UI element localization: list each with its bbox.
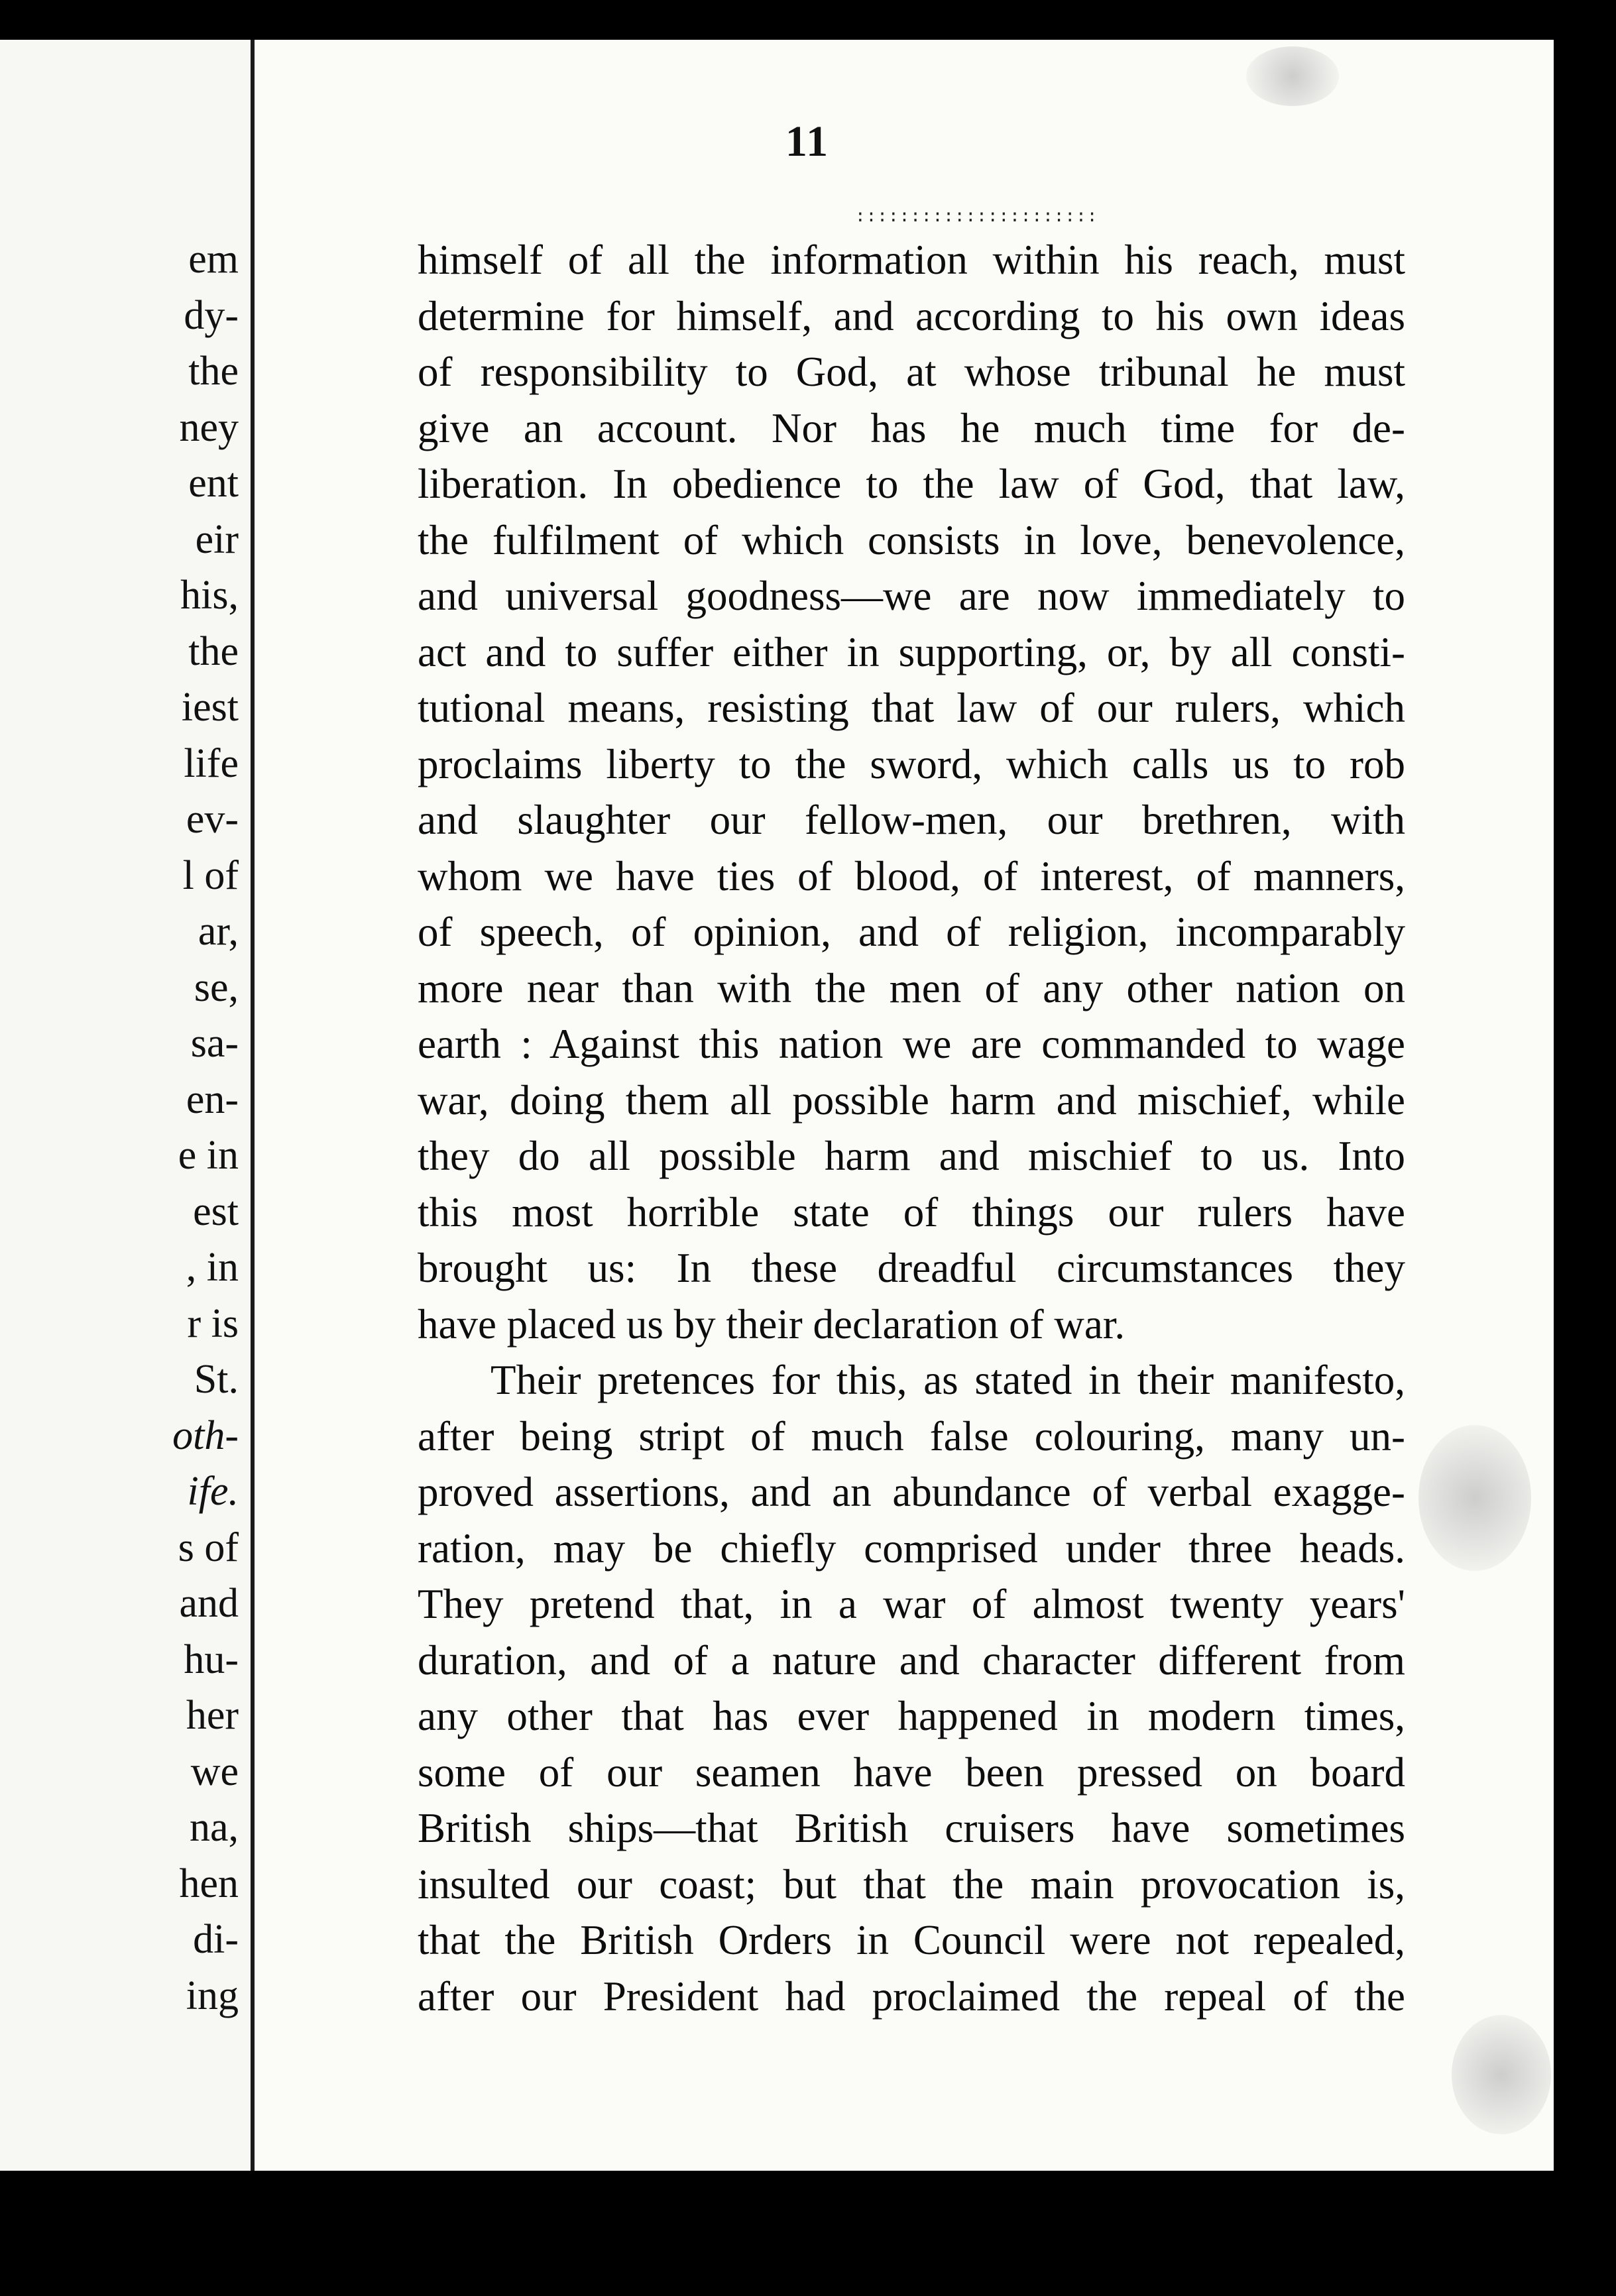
text-line: this most horrible state of things our rulers have (418, 1188, 1405, 1235)
text-line: any other that has ever happened in modern times, (418, 1693, 1405, 1739)
text-line: some of our seamen have been pressed on board (418, 1749, 1405, 1796)
facing-page-text: hu- (184, 1636, 239, 1682)
facing-page-text: e in (178, 1133, 239, 1178)
facing-page-text: r is (187, 1300, 239, 1346)
facing-page-text: en- (186, 1076, 239, 1122)
body-text (418, 232, 1405, 2024)
text-line: insulted our coast; but that the main provocation is, (418, 1861, 1405, 1908)
facing-page-text: dy- (184, 292, 239, 338)
text-line: proclaims liberty to the sword, which calls us to rob (418, 740, 1405, 787)
facing-page-text: we (190, 1749, 239, 1794)
text-line: whom we have ties of blood, of interest, of manners, (418, 852, 1405, 899)
facing-page-text: iest (181, 685, 239, 730)
text-line: more near than with the men of any other nation on (418, 964, 1405, 1011)
text-line: and slaughter our fellow-men, our brethren, with (418, 797, 1405, 843)
page-smudge (1418, 1425, 1531, 1571)
text-line: and universal goodness—we are now immediately to (418, 573, 1405, 619)
text-line: that the British Orders in Council were not repealed, (418, 1917, 1405, 1963)
text-line: act and to suffer either in supporting, or, by all consti- (418, 628, 1405, 675)
text-line: they do all possible harm and mischief to us. Into (418, 1133, 1405, 1179)
facing-page-text: his, (180, 573, 239, 618)
facing-page-text: s of (178, 1524, 239, 1570)
facing-page-text: ney (179, 404, 239, 450)
facing-page-text: ar, (198, 909, 239, 954)
facing-page-text: ev- (186, 797, 239, 842)
text-line: after being stript of much false colouring, many un- (418, 1412, 1405, 1460)
text-line: determine for himself, and according to his own ideas (418, 292, 1405, 339)
facing-page-text: di- (193, 1917, 239, 1962)
text-line: tutional means, resisting that law of our rulers, which (418, 685, 1405, 731)
text-line: earth : Against this nation we are commanded to wage (418, 1021, 1405, 1067)
text-line: brought us: In these dreadful circumstances they (418, 1245, 1405, 1291)
facing-page-text: her (186, 1693, 239, 1738)
text-line: duration, and of a nature and character different from (418, 1636, 1405, 1684)
text-line: war, doing them all possible harm and mischief, while (418, 1076, 1405, 1123)
facing-page-text: ing (186, 1973, 239, 2018)
text-line: give an account. Nor has he much time for de- (418, 404, 1405, 451)
header-ornament: :::::::::::::::::::::: (855, 206, 1098, 226)
facing-page-text: sa- (190, 1021, 239, 1066)
facing-page-text: ent (188, 461, 239, 506)
facing-page-text: se, (194, 964, 239, 1010)
facing-page-text: the (188, 349, 239, 394)
text-line: ration, may be chiefly comprised under three heads. (418, 1524, 1405, 1572)
text-line: Their pretences for this, as stated in their manifesto, (491, 1357, 1405, 1403)
text-line: proved assertions, and an abundance of verbal exagge- (418, 1469, 1405, 1515)
text-line: liberation. In obedience to the law of God, that law, (418, 461, 1405, 507)
text-line: the fulfilment of which consists in love, benevolence, (418, 516, 1405, 563)
text-line: after our President had proclaimed the repeal of the (418, 1973, 1405, 2020)
facing-page-text: eir (195, 516, 239, 562)
facing-page-text: hen (179, 1861, 239, 1906)
text-line: British ships—that British cruisers have sometimes (418, 1805, 1405, 1851)
facing-page-text: na, (189, 1805, 239, 1850)
facing-page-text: l of (182, 852, 239, 898)
facing-page-fragment (0, 40, 251, 2171)
text-line: have placed us by their declaration of war. (418, 1300, 1125, 1348)
facing-page-text: the (188, 628, 239, 674)
facing-page-text: , in (186, 1245, 239, 1290)
facing-page-text: life (184, 740, 239, 786)
facing-page-text: est (193, 1188, 239, 1234)
text-line: of responsibility to God, at whose tribunal he must (418, 349, 1405, 395)
facing-page-text: and (179, 1581, 239, 1626)
facing-page-text: oth- (172, 1412, 239, 1458)
facing-page-text: em (188, 237, 239, 282)
text-line: of speech, of opinion, and of religion, incomparably (418, 909, 1405, 955)
page-smudge (1452, 2015, 1551, 2134)
facing-page-text: ife. (187, 1469, 239, 1514)
text-line: himself of all the information within his reach, must (418, 237, 1405, 283)
text-line: They pretend that, in a war of almost twenty years' (418, 1581, 1405, 1627)
page-number: 11 (785, 117, 830, 166)
facing-page-text: St. (194, 1357, 239, 1402)
page-smudge (1246, 46, 1339, 106)
